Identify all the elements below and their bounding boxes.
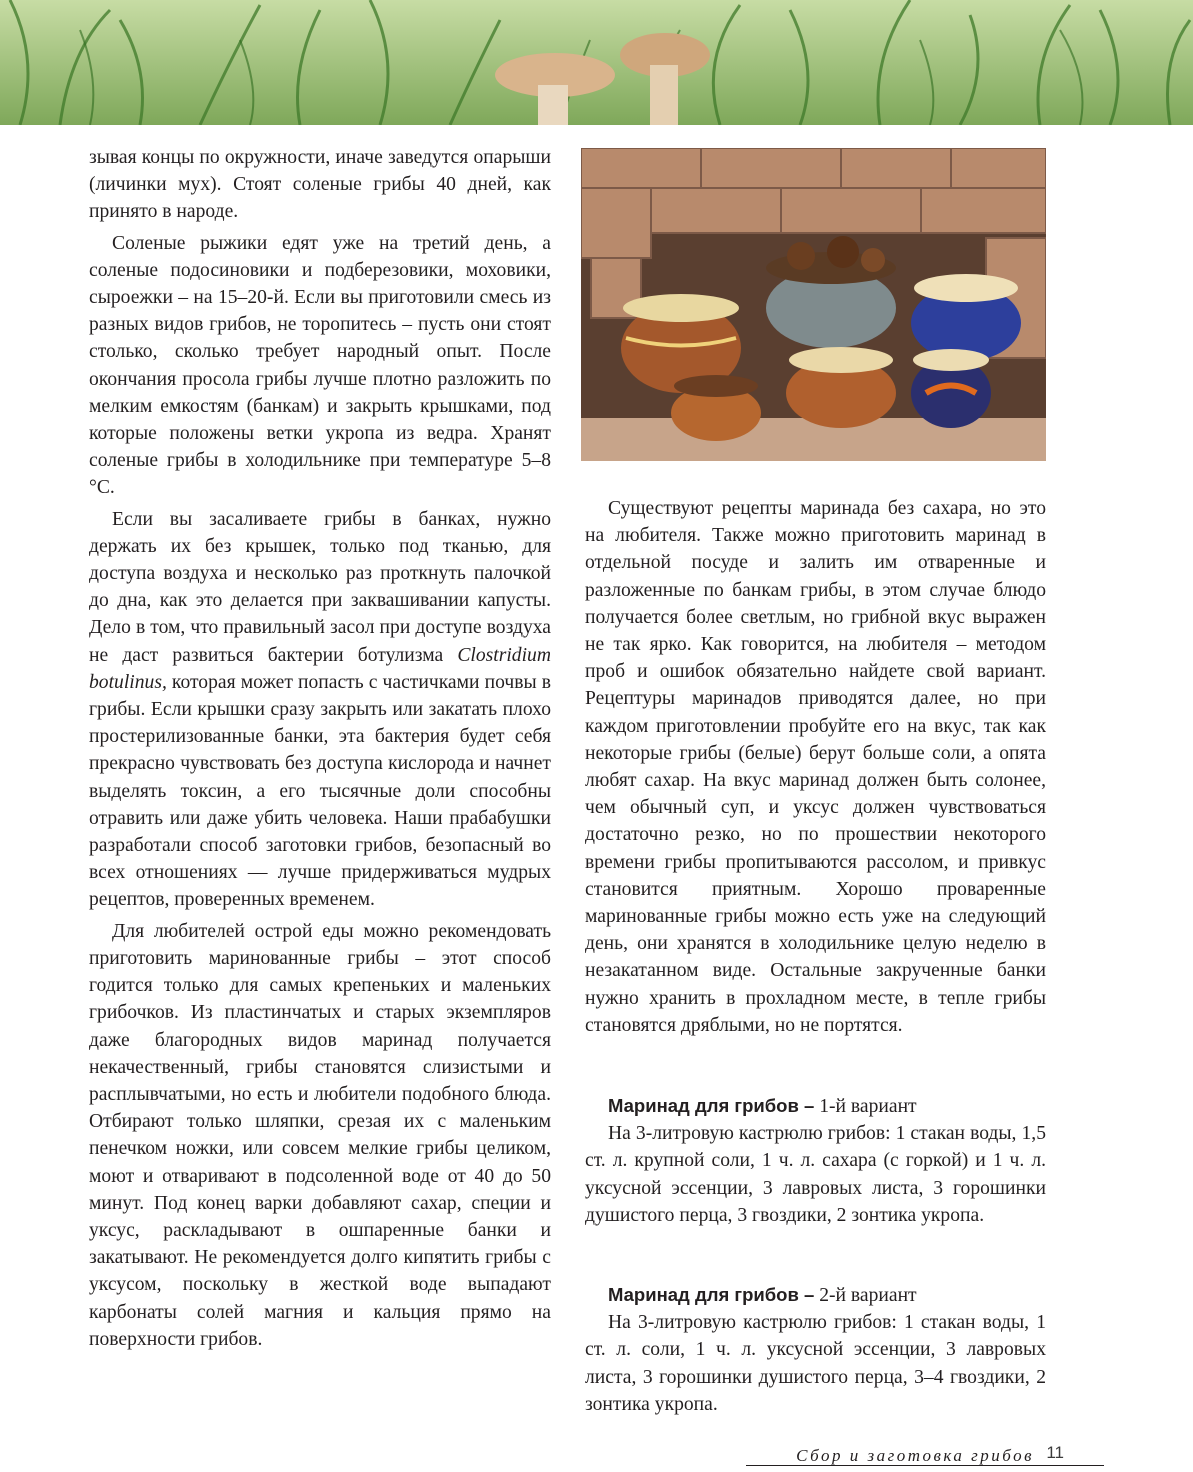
running-title: Сбор и заготовка грибов <box>796 1446 1034 1465</box>
paragraph: Для любителей острой еды можно рекомендовать приготовить маринованные грибы – этот способ годится только для самых крепеньких и маленьких грибочков. Из пластинчатых и старых экземпляров даже благородных видов маринад получается некачественный, грибы становятся слизистыми и расплывчатыми, но есть и любители подобного блюда. Отбирают только шляпки, срезая их с маленьким пенечком ножки, или совсем мелкие грибы целиком, моют и отваривают в подсоленной воде от 40 до 50 минут. Под конец варки добавляют сахар, специи и уксус, раскладывают в ошпаренные банки и закатывают. Не рекомендуется долго кипятить грибы с уксусом, поскольку в жесткой воде выпадают карбонаты солей магния и кальция прямо на поверхности грибов. <box>89 920 551 1350</box>
header-banner-image <box>0 0 1193 125</box>
recipe-block <box>585 1092 1046 1229</box>
right-text-column <box>585 495 1046 1039</box>
latin-bacteria-name: Clostridium botulinus, <box>89 644 551 693</box>
left-text-column <box>89 144 551 1353</box>
blue-pot <box>911 274 1021 361</box>
paragraph: зывая концы по окружности, иначе заведутся опарыши (личинки мух). Стоят соленые грибы 40 дней, как принято в народе. <box>89 147 551 223</box>
recipe-block <box>585 1281 1046 1418</box>
page-footer <box>746 1440 1104 1470</box>
paragraph: Если вы засаливаете грибы в банках, нужно держать их без крышек, только под тканью, для доступа воздуха и несколько раз проткнуть палочкой до дна, как это делается при заквашивании капусты. Дело в том, что правильный засол при доступе воздуха не даст развиться бактерии ботулизма Clostridium botulinus, которая может попасть с частичками почвы в грибы. Если крышки сразу закрыть или закатать плохо простерилизованные банки, эта бактерия будет себя прекрасно чувствовать без доступа кислорода и начнет выделять токсин, а его тысячные доли способны отравить или даже убить человека. Наши прабабушки разработали способ заготовки грибов, безопасный во всех отношениях — лучше придерживаться мудрых рецептов, проверенных временем. <box>89 508 551 911</box>
recipe-body: На 3-литровую кастрюлю грибов: 1 стакан воды, 1,5 ст. л. крупной соли, 1 ч. л. сахара (с горкой) и 1 ч. л. уксусной эссенции, 3 лавровых листа, 3 горошинки душистого перца, 3 гвоздики, 2 зонтика укропа. <box>585 1123 1046 1226</box>
paragraph: Существуют рецепты маринада без сахара, но это на любителя. Также можно приготовить маринад в отдельной посуде и залить им отваренные и разложенные по банкам грибы, в этом случае блюдо получается более светлым, но грибной вкус выражен не так ярко. Как говорится, на любителя – методом проб и ошибок обязательно найдете свой вариант. Рецептуры маринадов приводятся далее, но при каждом приготовлении пробуйте его на вкус, так как некоторые грибы (белые) берут больше соли, а опята любят сахар. На вкус маринад должен быть солонее, чем обычный суп, и уксус должен чувствоваться достаточно резко, но по прошествии некоторого времени грибы пропитываются рассолом, и привкус становится приятным. Хорошо проваренные маринованные грибы можно есть уже на следующий день, они хранятся в холодильнике целую неделю в незакатанном виде. Остальные закрученные банки нужно хранить в прохладном месте, в тепле грибы становятся дряблыми, но не портятся. <box>585 498 1046 1036</box>
recipe-title: Маринад для грибов – 1-й вариант <box>608 1095 917 1117</box>
grass-illustration <box>0 0 1193 125</box>
photo-illustration <box>581 148 1046 461</box>
paragraph: Соленые рыжики едят уже на третий день, а соленые подосиновики и подберезовики, моховики, сыроежки – на 15–20-й. Если вы приготовили смесь из разных видов грибов, не торопитесь – пусть они стоят столько, сколько требует народный опыт. После окончания просола грибы лучше плотно разложить по мелким емкостям (банкам) и закрыть крышками, под которые положены ветки укропа из ведра. Хранят соленые грибы в холодильнике при температуре 5–8 °С. <box>89 232 551 499</box>
recipe-body: На 3-литровую кастрюлю грибов: 1 стакан воды, 1 ст. л. соли, 1 ч. л. уксусной эссенции, 3 лавровых листа, 3 горошинки душистого перца, 3–4 гвоздики, 2 зонтика укропа. <box>585 1312 1046 1415</box>
recipe-title: Маринад для грибов – 2-й вариант <box>608 1284 917 1306</box>
mushroom-pots-photo <box>581 148 1046 461</box>
page-number: 11 <box>1046 1443 1064 1462</box>
